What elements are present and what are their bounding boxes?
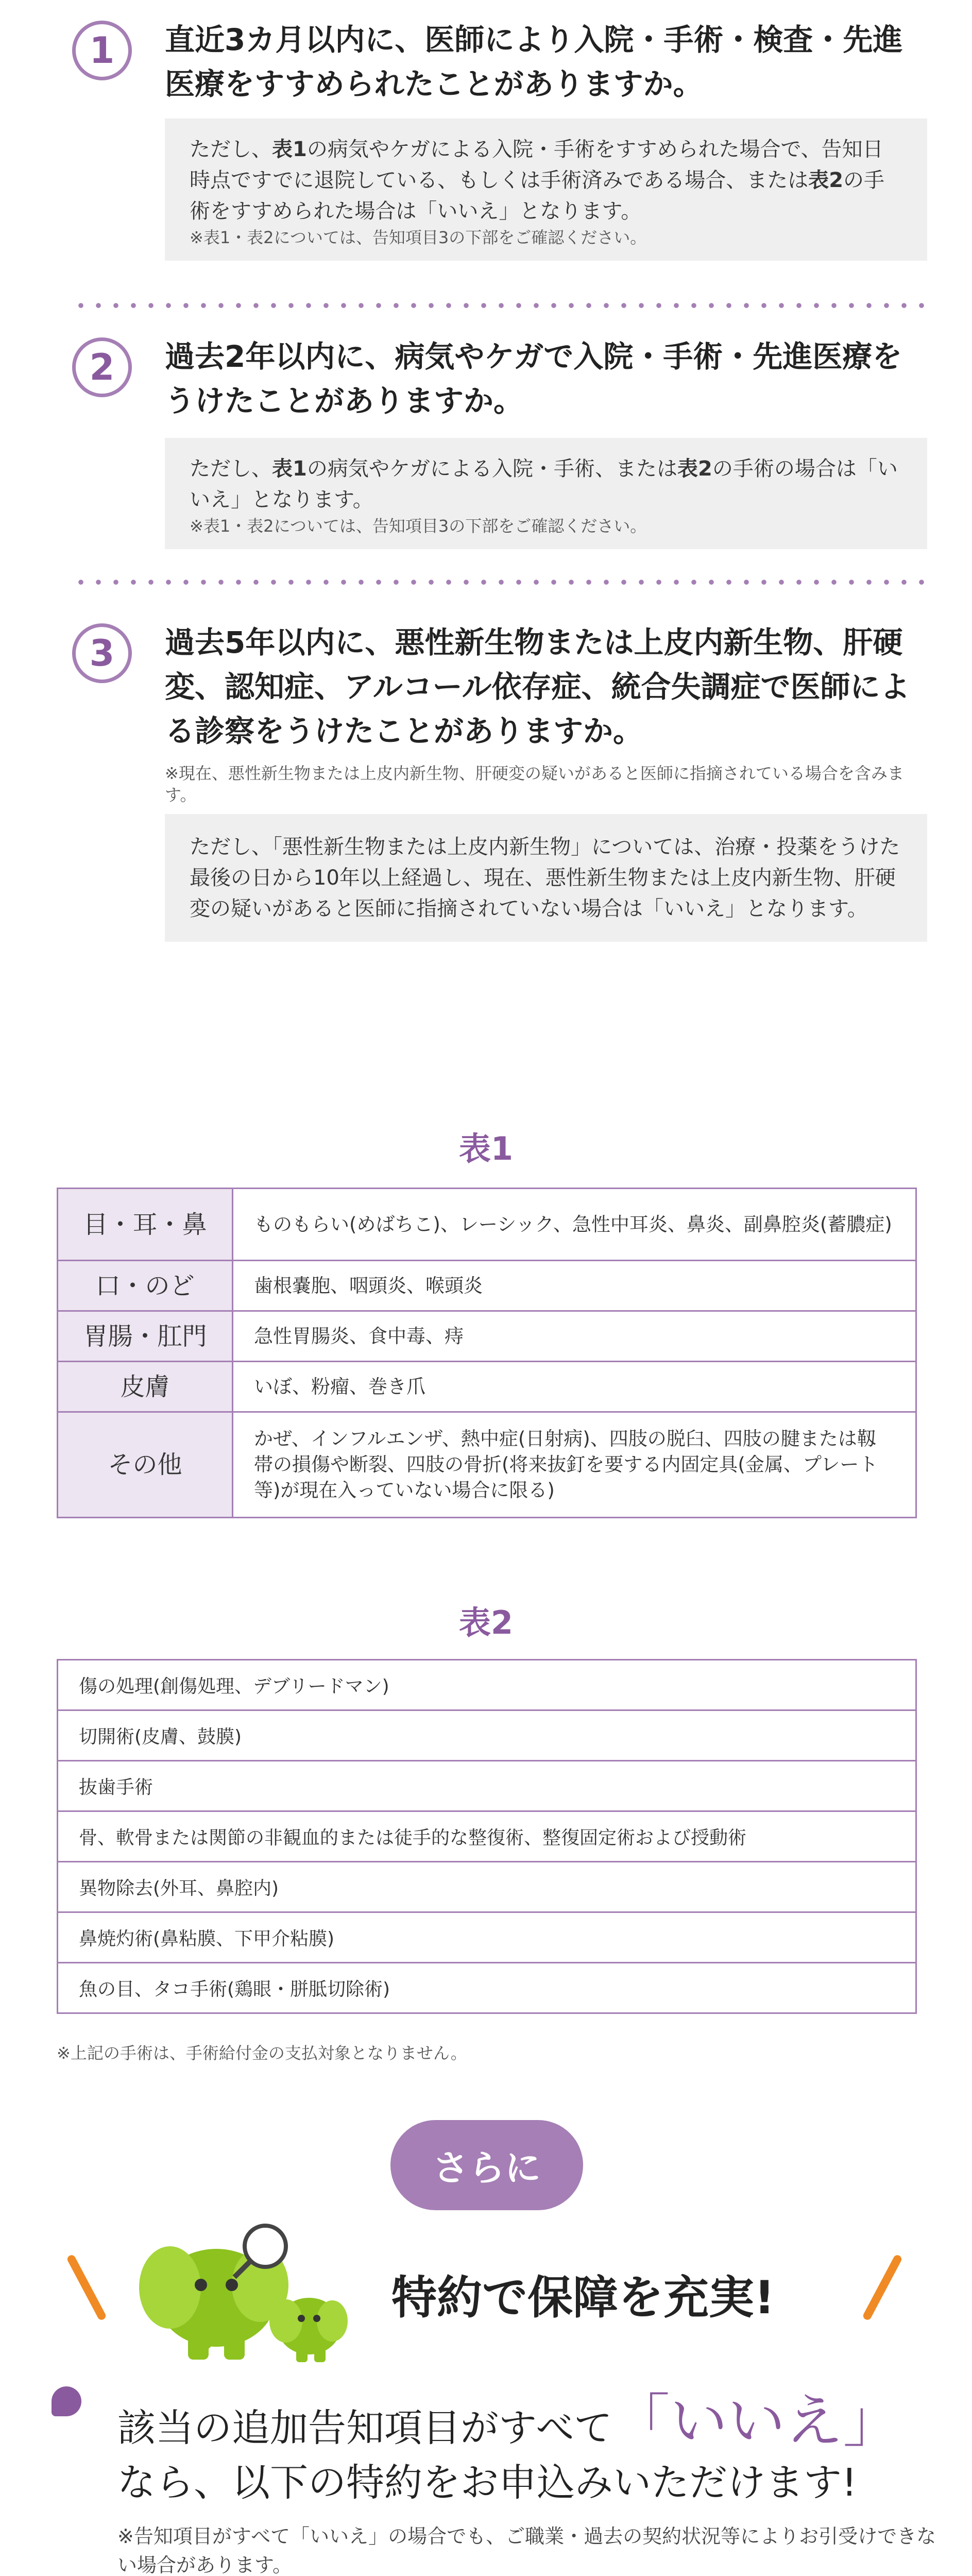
table-ref: 表1 [272, 457, 307, 481]
table-row [58, 1761, 916, 1811]
question-3-note-box: ただし、「悪性新生物または上皮内新生物」については、治療・投薬をうけた最後の日から10年以上経過し、現在、悪性新生物または上皮内新生物、肝硬変の疑いがあると医師に指摘されていない場合は「いいえ」となります。 [165, 814, 927, 942]
elephant-mascot-icon [139, 2215, 355, 2365]
question-number-2: 2 [72, 337, 132, 397]
accent-dash-icon [66, 2253, 107, 2321]
dotted-divider [72, 303, 927, 308]
note-text: ただし、 [190, 457, 272, 481]
table-row [58, 1261, 916, 1311]
table-ref: 表1 [272, 138, 307, 161]
table-row [58, 1912, 916, 1963]
table-1 [57, 1188, 917, 1518]
table-1-cell: 急性胃腸炎、食中毒、痔 [233, 1311, 916, 1362]
question-1-small-note: ※表1・表2については、告知項目3の下部をご確認ください。 [190, 228, 647, 247]
table-1-head: その他 [58, 1412, 233, 1518]
question-1-title: 直近3カ月以内に、医師により入院・手術・検査・先進医療をすすめられたことがありますか。 [165, 22, 903, 101]
question-2-small-note: ※表1・表2については、告知項目3の下部をご確認ください。 [190, 516, 647, 536]
table-1-cell: いぼ、粉瘤、巻き爪 [233, 1362, 916, 1412]
table-row [58, 1811, 916, 1862]
table-1-head: 口・のど [58, 1261, 233, 1311]
table-1-title: 表1 [458, 1130, 514, 1167]
table-1-cell: ものもらい(めばちこ)、レーシック、急性中耳炎、鼻炎、副鼻腔炎(蓄膿症) [233, 1189, 916, 1261]
table-2-note: ※上記の手術は、手術給付金の支払対象となりません。 [57, 2043, 467, 2063]
table-ref: 表2 [677, 457, 712, 481]
table-2-cell: 傷の処理(創傷処理、デブリードマン) [58, 1660, 916, 1710]
promo-line-1-emphasis: 「いいえ」 [612, 2388, 901, 2455]
table-row [58, 1412, 916, 1518]
question-number-1: 1 [72, 21, 132, 80]
question-3-title: 過去5年以内に、悪性新生物または上皮内新生物、肝硬変、認知症、アルコール依存症、統合失調症で医師による診察をうけたことがありますか。 [165, 625, 910, 749]
table-1-cell: かぜ、インフルエンザ、熱中症(日射病)、四肢の脱臼、四肢の腱または靱帯の損傷や断裂、四肢の骨折(将来抜釘を要する内固定具(金属、プレート等)が現在入っていない場合に限る) [233, 1412, 916, 1518]
table-row [58, 1362, 916, 1412]
table-2-cell: 切開術(皮膚、鼓膜) [58, 1710, 916, 1761]
note-text: の手術の場合は「いいえ」となります。 [190, 457, 898, 512]
table-row [58, 1189, 916, 1261]
question-3-small-note: ※現在、悪性新生物または上皮内新生物、肝硬変の疑いがあると医師に指摘されている場合を含みます。 [165, 764, 904, 805]
table-row [58, 1710, 916, 1761]
sarani-badge: さらに [390, 2120, 583, 2210]
table-ref: 表2 [808, 168, 844, 192]
promo-line-1-text [117, 2375, 901, 2458]
table-2-cell: 魚の目、タコ手術(鶏眼・胼胝切除術) [58, 1963, 916, 2013]
table-row [58, 1862, 916, 1912]
promo-line-1-pre: 該当の追加告知項目がすべて [117, 2406, 612, 2450]
table-2-cell: 鼻焼灼術(鼻粘膜、下甲介粘膜) [58, 1912, 916, 1963]
dotted-divider [72, 580, 927, 585]
question-1-note-box [165, 118, 927, 261]
table-2 [57, 1659, 917, 2014]
question-number-3: 3 [72, 623, 132, 683]
table-2-title: 表2 [458, 1604, 514, 1641]
note-text: ただし、 [190, 138, 272, 161]
accent-dash-icon [862, 2253, 903, 2321]
table-2-cell: 骨、軟骨または関節の非観血的または徒手的な整復術、整復固定術および授動術 [58, 1811, 916, 1862]
table-1-head: 胃腸・肛門 [58, 1311, 233, 1362]
table-2-cell: 異物除去(外耳、鼻腔内) [58, 1862, 916, 1912]
table-1-head: 目・耳・鼻 [58, 1189, 233, 1261]
promo-note: ※告知項目がすべて「いいえ」の場合でも、ご職業・過去の契約状況等によりお引受けできない場合があります。 [117, 2525, 936, 2576]
table-1-cell: 歯根嚢胞、咽頭炎、喉頭炎 [233, 1261, 916, 1311]
table-row [58, 1311, 916, 1362]
question-2-note-box [165, 438, 927, 549]
promo-line-2: なら、以下の特約をお申込みいただけます! [117, 2461, 857, 2505]
note-text: の病気やケガによる入院・手術、または [306, 457, 678, 481]
speech-bullet-icon [52, 2386, 81, 2416]
note-text: の病気やケガによる入院・手術をすすめられた場合で、告知日時点ですでに退院している、もしくは手術済みである場合、または [190, 138, 883, 192]
table-row [58, 1963, 916, 2013]
note-text: の手術をすすめられた場合は「いいえ」となります。 [190, 168, 885, 223]
question-2-title: 過去2年以内に、病気やケガで入院・手術・先進医療をうけたことがありますか。 [165, 339, 902, 418]
table-row [58, 1660, 916, 1710]
promo-title: 特約で保障を充実! [391, 2271, 775, 2324]
table-2-cell: 抜歯手術 [58, 1761, 916, 1811]
table-1-head: 皮膚 [58, 1362, 233, 1412]
